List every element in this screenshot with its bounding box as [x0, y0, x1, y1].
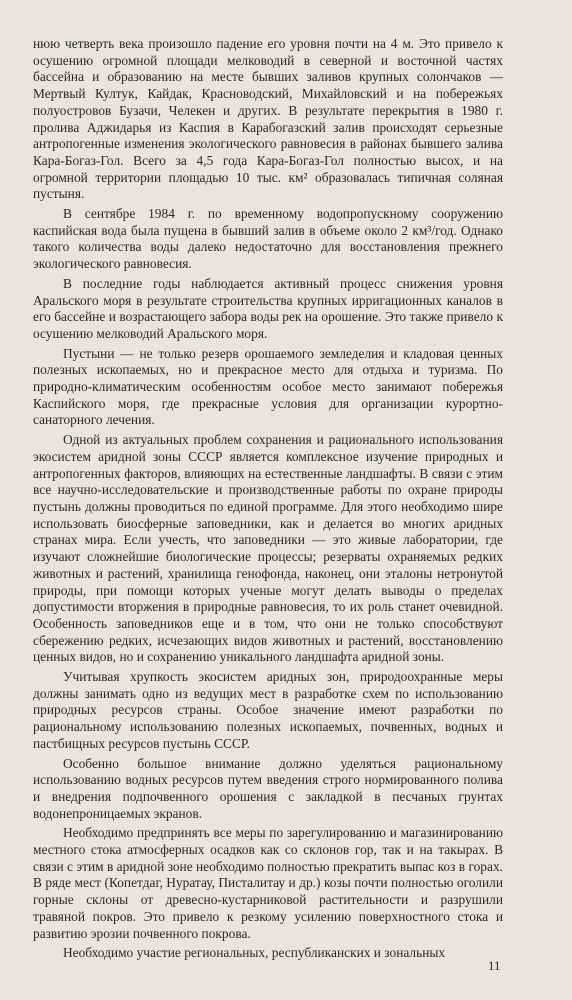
paragraph: Пустыни — не только резерв орошаемого земледелия и кладовая ценных полезных ископаемых, но и прекрасное место для отдыха и туризма. По природно-климатическим особенностям особое место занимают побережья Каспийского моря, где прекрасные условия для организации курортно-санаторного лечения. [33, 345, 503, 428]
paragraph: В последние годы наблюдается активный процесс снижения уровня Аральского моря в результате строительства крупных ирригационных каналов в его бассейне и возрастающего забора воды рек на орошение. Это также привело к осушению мелководий Аральского моря. [33, 275, 503, 341]
paragraph: Необходимо участие региональных, республиканских и зональных [63, 945, 446, 961]
paragraph: Учитывая хрупкость экосистем аридных зон, природоохранные меры должны занимать одно из ведущих мест в разработке схем по использованию природных ресурсов страны. Особое значение имеют разработки по рациональному использованию полезных ископаемых, почвенных, водных и пастбищных ресурсов пустынь СССР. [33, 669, 503, 751]
paragraph: Особенно большое внимание должно уделяться рациональному использованию водных ресурсов путем введения строго нормированного полива и внедрения подпочвенного орошения с закладкой в песчаных грунтах водонепроницаемых экранов. [33, 755, 503, 821]
page-number: 11 [488, 958, 501, 973]
paragraph: Необходимо предпринять все меры по зарегулированию и магазинированию местного стока атмосферных осадков как со склонов гор, так и на такырах. В связи с этим в аридной зоне необходимо полностью прекратить выпас коз в горах. В ряде мест (Копетдаг, Нуратау, Писталитау и др.) козы почти полностью оголили горные склоны от древесно-кустарниковой растительности и разрушили травяной покров. Это привело к резкому усилению поверхностного стока и развитию эрозии почвенного покрова. [33, 825, 503, 941]
paragraph: Одной из актуальных проблем сохранения и рационального использования экосистем аридной зоны СССР является комплексное изучение природных и антропогенных факторов, влияющих на естественные ландшафты. В связи с этим все научно-исследовательские и производственные работы по охране природы пустынь должны проводиться по единой программе. Для этого необходимо шире использовать биосферные заповедники, как и делается во многих аридных странах мира. Если учесть, что заповедники — это живые лаборатории, где изучают сложнейшие биологические процессы; резерваты охраняемых редких животных и растений, хранилища генофонда, наконец, они эталоны нетронутой природы, при помощи которых ученые могут делать выводы о пределах допустимости вторжения в природные равновесия, то их роль станет очевидной. Особенность заповедников еще и в том, что они не только способствуют сбережению редких, исчезающих видов животных и растений, восстановлению ценных видов, но и сохранению уникального ландшафта аридной зоны. [33, 432, 503, 665]
page-text [33, 36, 503, 965]
paragraph: нюю четверть века произошло падение его уровня почти на 4 м. Это привело к осушению огромной площади мелководий в северной и восточной частях бассейна и образованию на месте бывших заливов крупных солончаков — Мертвый Култук, Кайдак, Красноводский, Михайловский и на побережьях полуостровов Бузачи, Челекен и других. В результате перекрытия в 1980 г. пролива Аджидарья из Каспия в Карабогазский залив происходят серьезные антропогенные изменения экологического равновесия в районах бывшего залива Кара-Богаз-Гол. Всего за 4,5 года Кара-Богаз-Гол полностью высох, и на огромной территории площадью 10 тыс. км² образовалась типичная соляная пустыня. [33, 36, 503, 202]
paragraph: В сентябре 1984 г. по временному водопропускному сооружению каспийская вода была пущена в бывший залив в объеме около 2 км³/год. Однако такого количества воды далеко недостаточно для восстановления прежнего экологического равновесия. [33, 206, 503, 272]
